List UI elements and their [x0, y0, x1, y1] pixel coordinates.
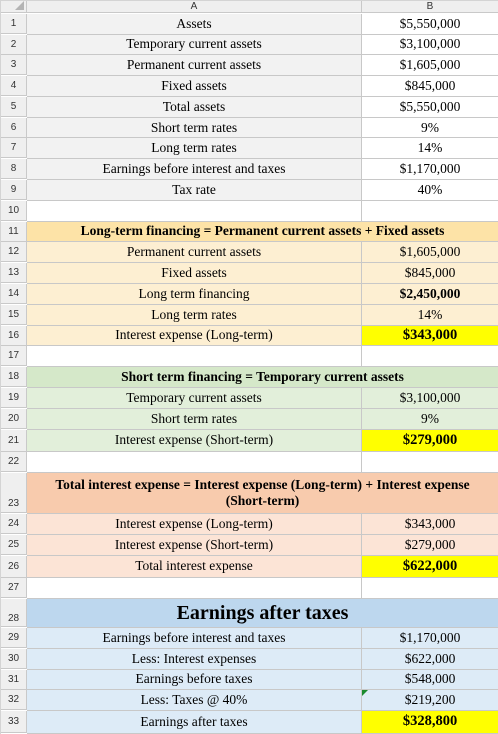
row-header[interactable]: 15	[1, 305, 27, 325]
cell-b25[interactable]: $279,000	[362, 535, 498, 556]
cell-b32[interactable]: $219,200	[362, 690, 498, 711]
cell-a17[interactable]	[27, 346, 362, 367]
cell-b26[interactable]: $622,000	[362, 556, 498, 579]
row-header[interactable]: 2	[1, 35, 27, 55]
cell-a16[interactable]: Interest expense (Long-term)	[27, 326, 362, 347]
cell-b17[interactable]	[362, 346, 498, 367]
row-header[interactable]: 23	[1, 473, 27, 513]
cell-a7[interactable]: Long term rates	[27, 138, 362, 159]
cell-a6[interactable]: Short term rates	[27, 118, 362, 139]
cell-a33[interactable]: Earnings after taxes	[27, 711, 362, 734]
cell-b2[interactable]: $3,100,000	[362, 35, 498, 56]
row-header[interactable]: 11	[1, 222, 27, 242]
row-header[interactable]: 28	[1, 599, 27, 627]
cell-b30[interactable]: $622,000	[362, 649, 498, 670]
cell-a22[interactable]	[27, 452, 362, 473]
cell-b13[interactable]: $845,000	[362, 263, 498, 284]
cell-a12[interactable]: Permanent current assets	[27, 242, 362, 263]
row-header[interactable]: 31	[1, 670, 27, 690]
cell-b33[interactable]: $328,800	[362, 711, 498, 734]
row-header[interactable]: 6	[1, 118, 27, 138]
cell-b20[interactable]: 9%	[362, 409, 498, 430]
cell-a24[interactable]: Interest expense (Long-term)	[27, 514, 362, 535]
row-header[interactable]: 24	[1, 514, 27, 534]
cell-a19[interactable]: Temporary current assets	[27, 388, 362, 409]
total-interest-expense-heading[interactable]: Total interest expense = Interest expense (Long-term) + Interest expense (Short-term)	[27, 473, 498, 514]
row-header[interactable]: 14	[1, 284, 27, 304]
row-header[interactable]: 19	[1, 388, 27, 408]
row-header[interactable]: 18	[1, 367, 27, 387]
cell-b21[interactable]: $279,000	[362, 430, 498, 453]
cell-a10[interactable]	[27, 201, 362, 222]
row-header[interactable]: 5	[1, 97, 27, 117]
cell-b9[interactable]: 40%	[362, 180, 498, 201]
cell-b6[interactable]: 9%	[362, 118, 498, 139]
cell-a1[interactable]: Assets	[27, 14, 362, 35]
row-header[interactable]: 33	[1, 711, 27, 733]
row-header[interactable]: 9	[1, 180, 27, 200]
cell-b7[interactable]: 14%	[362, 138, 498, 159]
row-header[interactable]: 10	[1, 201, 27, 221]
short-term-financing-heading[interactable]: Short term financing = Temporary current assets	[27, 367, 498, 388]
column-header-b[interactable]: B	[362, 1, 498, 13]
cell-a21[interactable]: Interest expense (Short-term)	[27, 430, 362, 453]
row-header[interactable]: 8	[1, 159, 27, 179]
cell-a25[interactable]: Interest expense (Short-term)	[27, 535, 362, 556]
row-header[interactable]: 22	[1, 452, 27, 472]
cell-a13[interactable]: Fixed assets	[27, 263, 362, 284]
row-header[interactable]: 26	[1, 556, 27, 578]
row-header[interactable]: 16	[1, 326, 27, 346]
earnings-after-taxes-heading[interactable]: Earnings after taxes	[27, 599, 498, 628]
cell-a32[interactable]: Less: Taxes @ 40%	[27, 690, 362, 711]
cell-b16[interactable]: $343,000	[362, 326, 498, 347]
cell-a20[interactable]: Short term rates	[27, 409, 362, 430]
cell-b3[interactable]: $1,605,000	[362, 55, 498, 76]
cell-b14[interactable]: $2,450,000	[362, 284, 498, 305]
cell-a14[interactable]: Long term financing	[27, 284, 362, 305]
cell-b29[interactable]: $1,170,000	[362, 628, 498, 649]
row-header[interactable]: 17	[1, 346, 27, 366]
cell-a29[interactable]: Earnings before interest and taxes	[27, 628, 362, 649]
column-header-a[interactable]: A	[27, 1, 362, 13]
cell-a30[interactable]: Less: Interest expenses	[27, 649, 362, 670]
cell-b5[interactable]: $5,550,000	[362, 97, 498, 118]
row-header[interactable]: 7	[1, 138, 27, 158]
cell-b19[interactable]: $3,100,000	[362, 388, 498, 409]
cell-a4[interactable]: Fixed assets	[27, 76, 362, 97]
row-header[interactable]: 30	[1, 649, 27, 669]
cell-a3[interactable]: Permanent current assets	[27, 55, 362, 76]
row-header[interactable]: 12	[1, 242, 27, 262]
cell-b10[interactable]	[362, 201, 498, 222]
cell-b4[interactable]: $845,000	[362, 76, 498, 97]
cell-b15[interactable]: 14%	[362, 305, 498, 326]
long-term-financing-heading[interactable]: Long-term financing = Permanent current assets + Fixed assets	[27, 222, 498, 243]
row-header[interactable]: 4	[1, 76, 27, 96]
cell-b22[interactable]	[362, 452, 498, 473]
cell-b1[interactable]: $5,550,000	[362, 14, 498, 35]
cell-b8[interactable]: $1,170,000	[362, 159, 498, 180]
cell-b24[interactable]: $343,000	[362, 514, 498, 535]
cell-a9[interactable]: Tax rate	[27, 180, 362, 201]
row-header[interactable]: 20	[1, 409, 27, 429]
row-header[interactable]: 21	[1, 430, 27, 452]
cell-a2[interactable]: Temporary current assets	[27, 35, 362, 56]
row-header[interactable]: 32	[1, 690, 27, 710]
cell-a27[interactable]	[27, 578, 362, 599]
select-all-corner[interactable]	[1, 1, 27, 13]
row-header[interactable]: 25	[1, 535, 27, 555]
cell-b12[interactable]: $1,605,000	[362, 242, 498, 263]
cell-b31[interactable]: $548,000	[362, 670, 498, 691]
cell-a26[interactable]: Total interest expense	[27, 556, 362, 579]
row-header[interactable]: 13	[1, 263, 27, 283]
row-header[interactable]: 1	[1, 14, 27, 34]
row-header[interactable]: 29	[1, 628, 27, 648]
cell-a8[interactable]: Earnings before interest and taxes	[27, 159, 362, 180]
cell-a15[interactable]: Long term rates	[27, 305, 362, 326]
cell-a5[interactable]: Total assets	[27, 97, 362, 118]
row-header[interactable]: 3	[1, 55, 27, 75]
cell-b27[interactable]	[362, 578, 498, 599]
cell-a31[interactable]: Earnings before taxes	[27, 670, 362, 691]
row-header[interactable]: 27	[1, 578, 27, 598]
